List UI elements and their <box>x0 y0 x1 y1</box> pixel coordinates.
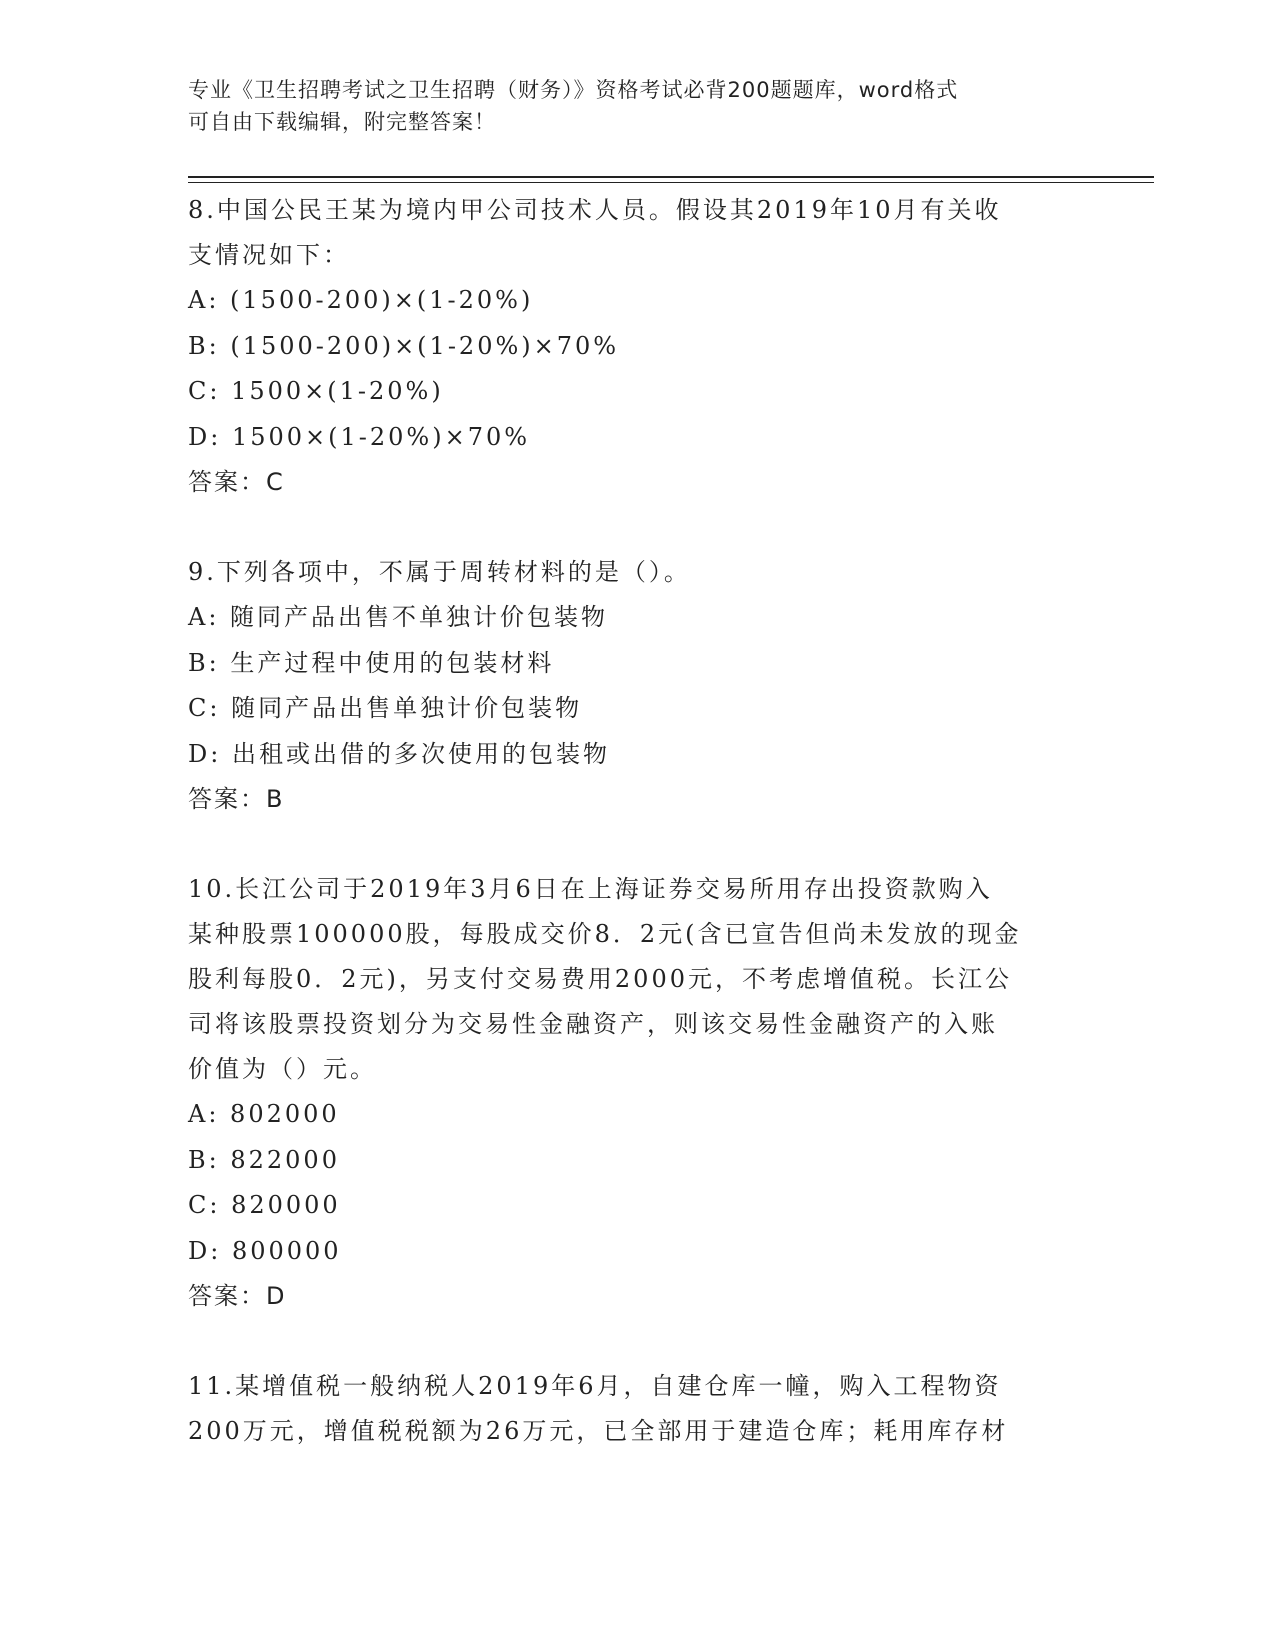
question-stem-line: 某种股票100000股，每股成交价8．2元(含已宣告但尚未发放的现金 <box>188 920 1022 948</box>
question-stem-line: 10.长江公司于2019年3月6日在上海证券交易所用存出投资款购入 <box>188 875 993 903</box>
question-stem-line: 8.中国公民王某为境内甲公司技术人员。假设其2019年10月有关收 <box>188 196 1002 224</box>
option-d: D: 出租或出借的多次使用的包装物 <box>188 739 610 768</box>
question-stem-line: 11.某增值税一般纳税人2019年6月，自建仓库一幢，购入工程物资 <box>188 1372 1002 1400</box>
document-header <box>188 74 1068 138</box>
question-list <box>188 188 1088 1454</box>
question-stem-line: 股利每股0．2元)，另支付交易费用2000元，不考虑增值税。长江公 <box>188 965 1012 993</box>
option-d: D: 800000 <box>188 1236 342 1265</box>
option-c: C: 1500×(1-20%) <box>188 377 444 405</box>
header-divider-thick <box>188 176 1154 178</box>
answer-line: 答案：C <box>188 468 285 496</box>
question-stem-line: 支情况如下： <box>188 241 350 269</box>
question-9 <box>188 550 1088 822</box>
answer-line: 答案：B <box>188 785 285 813</box>
answer-line: 答案：D <box>188 1282 287 1310</box>
option-a: A: 随同产品出售不单独计价包装物 <box>188 603 609 631</box>
question-spacer <box>188 505 1088 550</box>
question-stem-line: 价值为（）元。 <box>188 1055 377 1083</box>
option-a: A: 802000 <box>188 1100 340 1128</box>
header-divider-thin <box>188 182 1154 183</box>
question-stem-line: 200万元，增值税税额为26万元，已全部用于建造仓库；耗用库存材 <box>188 1417 1009 1445</box>
question-spacer <box>188 1319 1088 1364</box>
option-b: B: (1500-200)×(1-20%)×70% <box>188 331 620 360</box>
option-b: B: 生产过程中使用的包装材料 <box>188 648 555 677</box>
question-stem-line: 司将该股票投资划分为交易性金融资产，则该交易性金融资产的入账 <box>188 1010 998 1038</box>
question-8 <box>188 188 1088 505</box>
question-11 <box>188 1364 1088 1454</box>
question-10 <box>188 867 1088 1319</box>
header-line-1: 专业《卫生招聘考试之卫生招聘（财务）》资格考试必背200题题库，word格式 <box>188 78 959 102</box>
option-c: C: 820000 <box>188 1191 341 1219</box>
header-line-2: 可自由下载编辑，附完整答案！ <box>188 110 496 134</box>
question-stem-line: 9.下列各项中，不属于周转材料的是（）。 <box>188 558 691 586</box>
option-b: B: 822000 <box>188 1145 340 1174</box>
option-a: A: (1500-200)×(1-20%) <box>188 286 534 314</box>
option-c: C: 随同产品出售单独计价包装物 <box>188 694 583 722</box>
option-d: D: 1500×(1-20%)×70% <box>188 422 531 451</box>
question-spacer <box>188 822 1088 867</box>
